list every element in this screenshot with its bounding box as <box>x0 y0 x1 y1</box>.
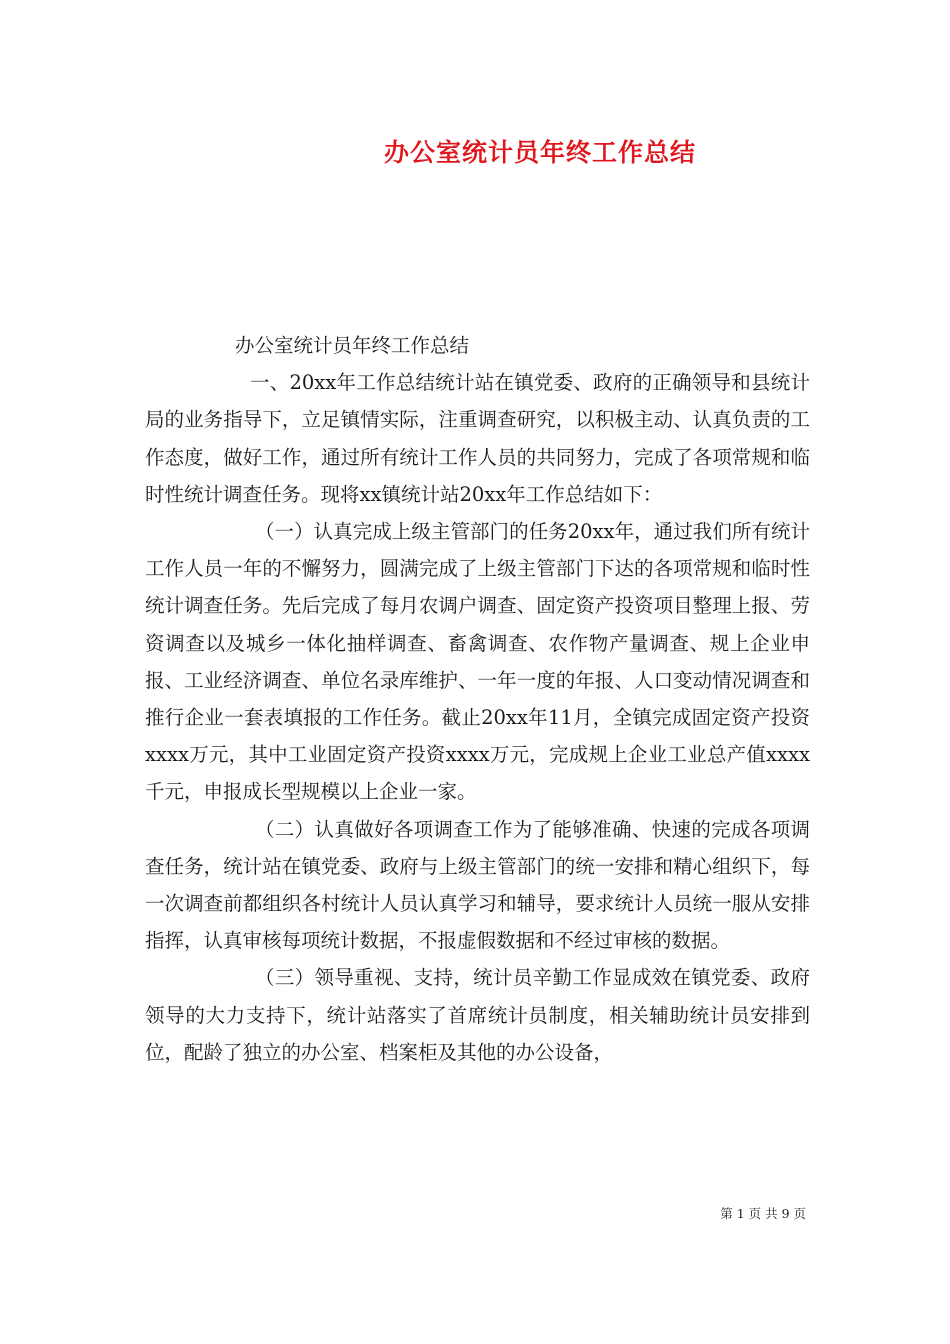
page-number-footer: 第 1 页 共 9 页 <box>720 1206 806 1221</box>
paragraph-3: （二）认真做好各项调查工作为了能够准确、快速的完成各项调查任务，统计站在镇党委、政府与上级主管部门的统一安排和精心组织下，每一次调查前都组织各村统计人员认真学习和辅导，要求统计人员统一服从安排指挥，认真审核每项统计数据，不报虚假数据和不经过审核的数据。 <box>145 817 810 953</box>
document-title: 办公室统计员年终工作总结 <box>383 138 696 167</box>
document-body <box>145 327 810 1071</box>
paragraph-2: （一）认真完成上级主管部门的任务20xx年，通过我们所有统计工作人员一年的不懈努力，圆满完成了上级主管部门下达的各项常规和临时性统计调查任务。先后完成了每月农调户调查、固定资产投资项目整理上报、劳资调查以及城乡一体化抽样调查、畜禽调查、农作物产量调查、规上企业申报、工业经济调查、单位名录库维护、一年一度的年报、人口变动情况调查和推行企业一套表填报的工作任务。截止20xx年11月，全镇完成固定资产投资xxxx万元，其中工业固定资产投资xxxx万元，完成规上企业工业总产值xxxx千元，申报成长型规模以上企业一家。 <box>145 520 810 804</box>
paragraph-4: （三）领导重视、支持，统计员辛勤工作显成效在镇党委、政府领导的大力支持下，统计站落实了首席统计员制度，相关辅助统计员安排到位，配龄了独立的办公室、档案柜及其他的办公设备， <box>145 966 810 1064</box>
document-subtitle: 办公室统计员年终工作总结 <box>235 334 470 357</box>
paragraph-1: 一、20xx年工作总结统计站在镇党委、政府的正确领导和县统计局的业务指导下，立足镇情实际，注重调查研究，以积极主动、认真负责的工作态度，做好工作，通过所有统计工作人员的共同努力，完成了各项常规和临时性统计调查任务。现将xx镇统计站20xx年工作总结如下： <box>145 371 810 506</box>
